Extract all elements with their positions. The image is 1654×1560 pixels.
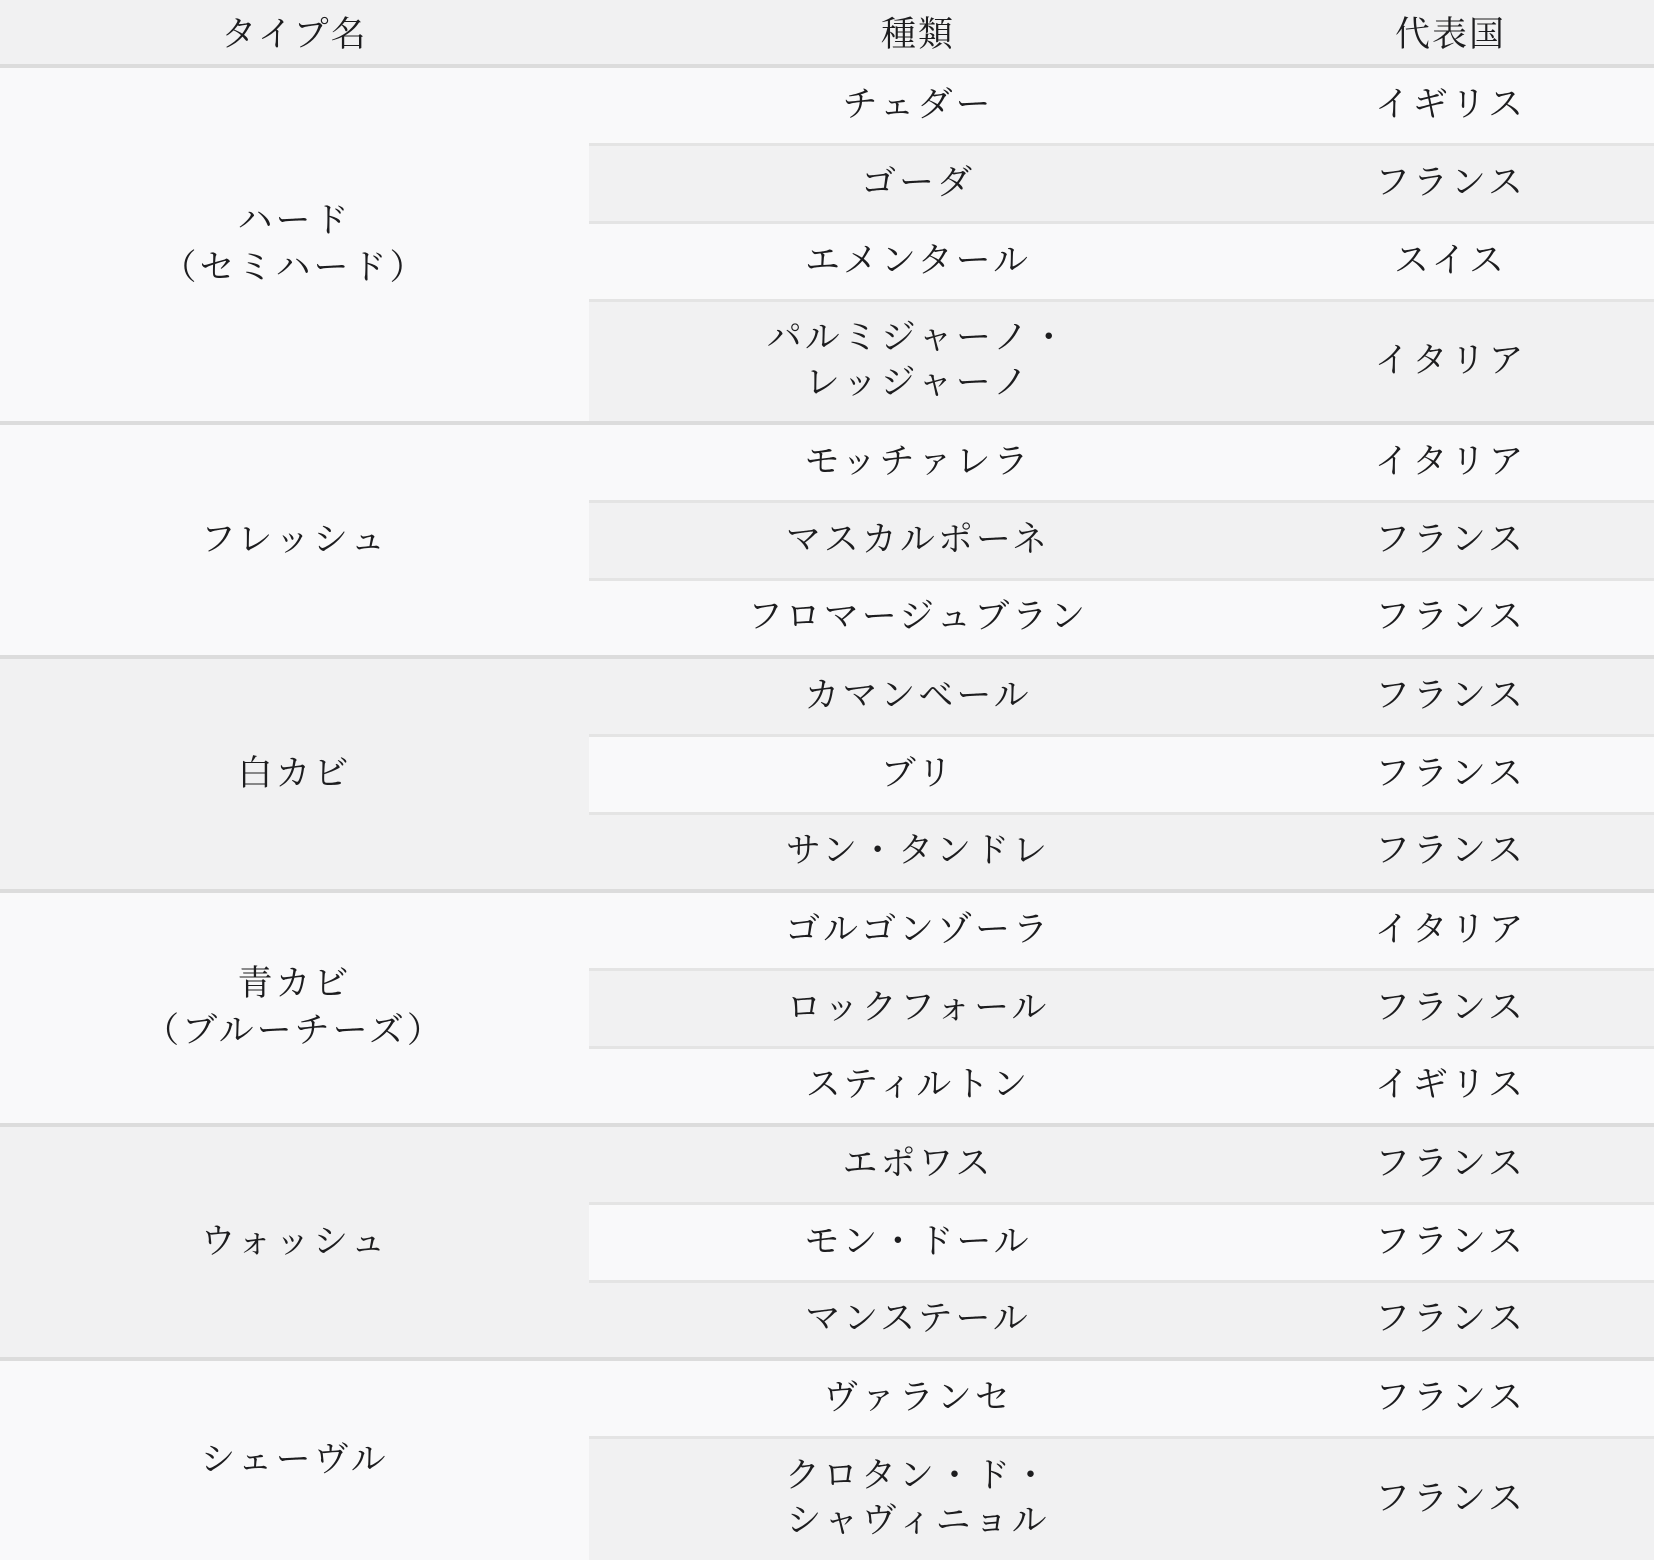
cheese-kind-cell: [589, 1203, 1247, 1281]
country-cell: イタリア: [1247, 300, 1654, 423]
country-cell: イギリス: [1247, 1047, 1654, 1125]
country-cell: フランス: [1247, 1203, 1654, 1281]
header-row: [0, 0, 1654, 66]
header-country: 代表国: [1247, 0, 1654, 66]
cheese-kind-label: クロタン・ド・: [784, 1456, 1051, 1497]
cheese-kind-cell: [589, 657, 1247, 735]
cheese-kind-cell: [589, 1359, 1247, 1437]
cheese-kind-cell: [589, 969, 1247, 1047]
cheese-kind-label: マンステール: [805, 1299, 1031, 1340]
cheese-type-cell: [0, 66, 589, 423]
cheese-kind-label: ゴーダ: [860, 162, 975, 203]
table-row: [0, 423, 1654, 501]
country-cell: フランス: [1247, 657, 1654, 735]
cheese-kind-cell: [589, 1047, 1247, 1125]
country-cell: フランス: [1247, 1437, 1654, 1560]
cheese-kind-cell: [589, 579, 1247, 657]
cheese-kind-label: エメンタール: [805, 240, 1031, 281]
header-type: タイプ名: [0, 0, 589, 66]
cheese-kind-cell: [589, 222, 1247, 300]
country-cell: フランス: [1247, 144, 1654, 222]
country-cell: スイス: [1247, 222, 1654, 300]
cheese-kind-label: モッチァレラ: [804, 441, 1032, 482]
cheese-kind-label: ゴルゴンゾーラ: [784, 909, 1051, 950]
cheese-kind-label: チェダー: [842, 84, 994, 125]
cheese-type-label: （ブルーチーズ）: [144, 1011, 445, 1051]
cheese-kind-label: ブリ: [880, 753, 956, 794]
cheese-kind-label: モン・ドール: [804, 1221, 1032, 1262]
country-cell: フランス: [1247, 579, 1654, 657]
country-cell: フランス: [1247, 501, 1654, 579]
country-cell: フランス: [1247, 813, 1654, 891]
cheese-type-cell: [0, 657, 589, 891]
cheese-kind-cell: [589, 1437, 1247, 1560]
table-row: [0, 891, 1654, 969]
header-kind: 種類: [589, 0, 1247, 66]
cheese-kind-cell: [589, 1281, 1247, 1359]
cheese-kind-label: スティルトン: [805, 1065, 1031, 1106]
country-cell: フランス: [1247, 735, 1654, 813]
country-cell: フランス: [1247, 969, 1654, 1047]
cheese-kind-cell: [589, 501, 1247, 579]
cheese-kind-label: パルミジャーノ・: [766, 318, 1070, 359]
cheese-kind-label: フロマージュブラン: [747, 597, 1089, 638]
cheese-kind-label: ヴァランセ: [823, 1377, 1013, 1418]
cheese-kind-label: ロックフォール: [786, 987, 1050, 1028]
cheese-type-label: シェーヴル: [200, 1440, 389, 1480]
cheese-type-label: 白カビ: [237, 753, 352, 794]
cheese-kind-cell: [589, 1125, 1247, 1203]
cheese-type-cell: [0, 1359, 589, 1560]
cheese-kind-cell: [589, 144, 1247, 222]
cheese-type-label: ハード: [237, 200, 352, 241]
table-row: [0, 657, 1654, 735]
cheese-type-cell: [0, 891, 589, 1125]
table-row: [0, 1125, 1654, 1203]
table-row: [0, 1359, 1654, 1437]
cheese-type-cell: [0, 1125, 589, 1359]
cheese-type-cell: [0, 423, 589, 657]
cheese-kind-label: サン・タンドレ: [785, 831, 1051, 872]
cheese-kind-label: シャヴィニョル: [786, 1501, 1050, 1542]
cheese-kind-cell: [589, 891, 1247, 969]
table-row: [0, 66, 1654, 144]
cheese-kind-label: エポワス: [842, 1143, 994, 1184]
cheese-type-label: （セミハード）: [161, 247, 428, 288]
country-cell: イタリア: [1247, 423, 1654, 501]
cheese-kind-cell: [589, 300, 1247, 423]
cheese-kind-cell: [589, 813, 1247, 891]
cheese-type-label: フレッシュ: [200, 519, 389, 560]
cheese-type-label: 青カビ: [237, 964, 352, 1004]
cheese-kind-label: カマンベール: [804, 675, 1032, 716]
cheese-kind-cell: [589, 66, 1247, 144]
country-cell: フランス: [1247, 1359, 1654, 1437]
cheese-kind-label: マスカルポーネ: [785, 519, 1051, 560]
country-cell: フランス: [1247, 1281, 1654, 1359]
cheese-type-label: ウォッシュ: [200, 1221, 389, 1262]
country-cell: イタリア: [1247, 891, 1654, 969]
country-cell: イギリス: [1247, 66, 1654, 144]
cheese-kind-cell: [589, 735, 1247, 813]
cheese-kind-cell: [589, 423, 1247, 501]
cheese-kind-label: レッジャーノ: [804, 363, 1032, 404]
country-cell: フランス: [1247, 1125, 1654, 1203]
